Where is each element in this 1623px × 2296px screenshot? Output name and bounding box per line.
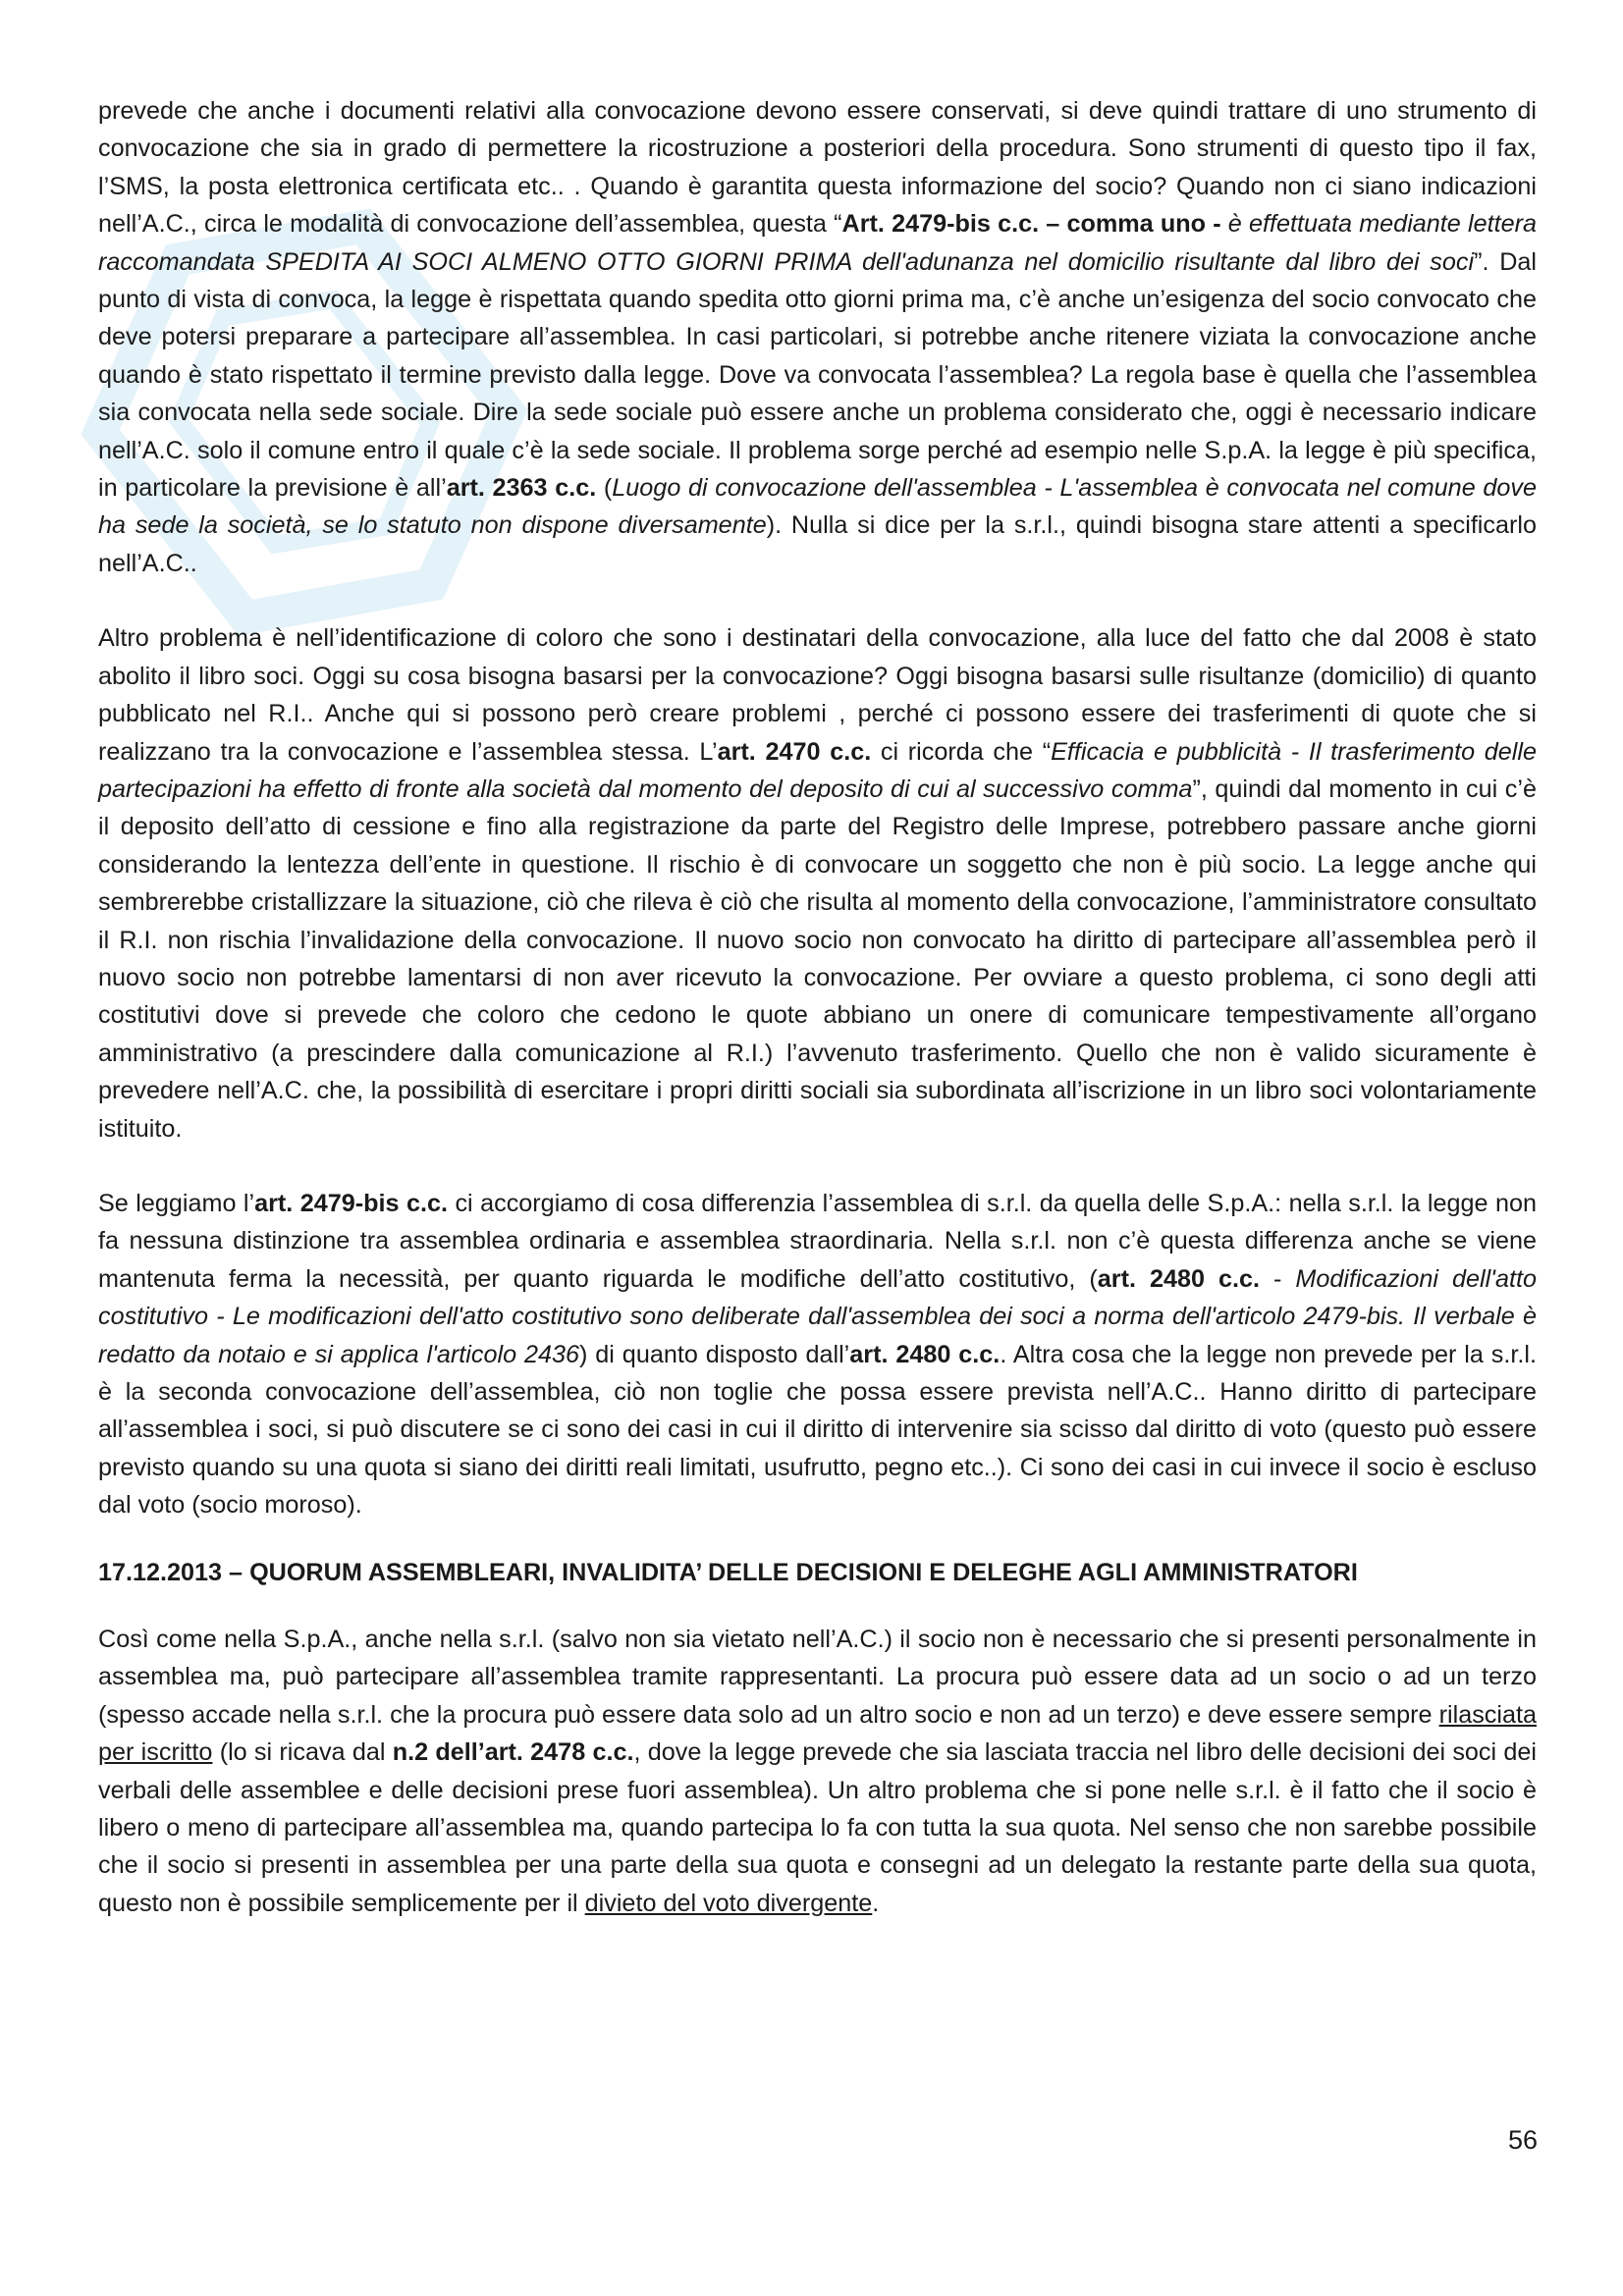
bold-run: art. 2363 c.c. xyxy=(446,474,597,503)
underlined-run: divieto del voto divergente xyxy=(584,1889,873,1917)
section-heading: 17.12.2013 – QUORUM ASSEMBLEARI, INVALIDITA’ DELLE DECISIONI E DELEGHE AGLI AMMINISTRATORI xyxy=(98,1558,1358,1586)
italic-run: Luogo di convocazione dell'assemblea - L'assemblea è convocata nel comune dove ha sede la società, se lo statuto non dispone diversamente xyxy=(98,474,1537,540)
paragraph-gap xyxy=(98,582,1537,619)
text-run: ). Nulla si dice per la s.r.l., quindi bisogna stare attenti a specificarlo nell’A.C.. xyxy=(98,511,1538,577)
text-run: ”. Dal punto di vista di convoca, la legge è rispettata quando spedita otto giorni prima ma, c’è anche un’esigenza del socio convocato che deve potersi preparare a partecipare all’assemblea. In casi particolari, si potrebbe anche ritenere viziata la convocazione anche quando è stato rispettato il termine previsto dalla legge. Dove va convocata l’assemblea? La regola base è quella che l’assemblea sia convocata nella sede sociale. Dire la sede sociale può essere anche un problema considerato che, oggi è necessario indicare nell’A.C. solo il comune entro il quale c’è la sede sociale. Il problema sorge perché ad esempio nelle S.p.A. la legge è più specifica, in particolare la previsione è all’ xyxy=(98,247,1538,503)
bold-run: Art. 2479-bis c.c. – comma uno - xyxy=(841,210,1221,239)
text-run: , dove la legge prevede che sia lasciata traccia nel libro delle decisioni dei soci dei verbali delle assemblee e delle decisioni prese fuori assemblea). Un altro problema che si pone nelle s.r.l. è il fatto che il socio è libero o meno di partecipare all’assemblea ma, quando partecipa lo fa con tutta la sua quota. Nel senso che non sarebbe possibile che il socio si presenti in assemblea per una parte della sua quota e consegni ad un delegato la restante parte della sua quota, questo non è possibile semplicemente per il xyxy=(98,1738,1537,1917)
page-number: 56 xyxy=(1507,2125,1538,2155)
paragraph-gap xyxy=(98,1524,1537,1554)
text-run: ( xyxy=(596,474,613,503)
text-run: ”, quindi dal momento in cui c’è il deposito dell’atto di cessione e fino alla registrazione da parte del Registro delle Imprese, potrebbero passare anche giorni considerando la lentezza dell’ente in questione. Il rischio è di convocare un soggetto che non è più socio. La legge anche qui sembrerebbe cristallizzare la situazione, ciò che rileva è ciò che risulta al momento della convocazione, l’amministratore consultato il R.I. non rischia l’invalidazione della convocazione. Il nuovo socio non convocato ha diritto di partecipare all’assemblea però il nuovo socio non potrebbe lamentarsi di non aver ricevuto la convocazione. Per ovviare a questo problema, ci sono degli atti costitutivi dove si prevede che coloro che cedono le quote abbiano un onere di comunicare tempestivamente all’organo amministrativo (a prescindere dalla comunicazione al R.I.) l’avvenuto trasferimento. Quello che non è valido sicuramente è prevedere nell’A.C. che, la possibilità di esercitare i propri diritti sociali sia subordinata all’iscrizione in un libro soci volontariamente istituito. xyxy=(98,774,1537,1143)
paragraph-1 xyxy=(98,92,1537,582)
document-page xyxy=(98,92,1537,1922)
text-run: Se leggiamo l’ xyxy=(98,1189,255,1217)
text-run: Altro problema è nell’identificazione di coloro che sono i destinatari della convocazione, alla luce del fatto che dal 2008 è stato abolito il libro soci. Oggi su cosa bisogna basarsi per la convocazione? Oggi bisogna basarsi sulle risultanze (domicilio) di quanto pubblicato nel R.I.. Anche qui si possono però creare problemi , perché ci possono essere dei trasferimenti di quote che si realizzano tra la convocazione e l’assemblea stessa. L’ xyxy=(98,624,1537,766)
text-run: ci accorgiamo di cosa differenzia l’assemblea di s.r.l. da quella delle S.p.A.: nella s.r.l. la legge non fa nessuna distinzione tra assemblea ordinaria e assemblea straordinaria. Nella s.r.l. non c’è questa differenza anche se viene mantenuta ferma la necessità, per quanto riguarda le modifiche dell’atto costitutivo, ( xyxy=(98,1189,1537,1293)
text-run: (lo si ricava dal xyxy=(212,1738,393,1767)
paragraph-2 xyxy=(98,619,1537,1148)
italic-run: è effettuata mediante lettera raccomandata SPEDITA AI SOCI ALMENO OTTO GIORNI PRIMA dell'adunanza nel domicilio risultante dal libro dei soci xyxy=(98,210,1537,276)
paragraph-gap xyxy=(98,1148,1537,1185)
text-run: ci ricorda che “ xyxy=(871,737,1052,766)
paragraph-gap xyxy=(98,1591,1537,1621)
text-run: prevede che anche i documenti relativi alla convocazione devono essere conservati, si deve quindi trattare di uno strumento di convocazione che sia in grado di permettere la ricostruzione a posteriori della procedura. Sono strumenti di questo tipo il fax, l’SMS, la posta elettronica certificata etc.. . Quando è garantita questa informazione del socio? Quando non ci siano indicazioni nell’A.C., circa le modalità di convocazione dell’assemblea, questa “ xyxy=(98,97,1537,239)
bold-run: n.2 dell’art. 2478 c.c. xyxy=(392,1738,634,1767)
text-run: Così come nella S.p.A., anche nella s.r.l. (salvo non sia vietato nell’A.C.) il socio non è necessario che si presenti personalmente in assemblea ma, può partecipare all’assemblea tramite rappresentanti. La procura può essere data ad un socio o ad un terzo (spesso accade nella s.r.l. che la procura può essere data solo ad un altro socio e non ad un terzo) e deve essere sempre xyxy=(98,1626,1537,1729)
paragraph-4 xyxy=(98,1621,1537,1922)
bold-run: art. 2480 c.c. xyxy=(1097,1264,1261,1293)
text-run: ) di quanto disposto dall’ xyxy=(579,1340,850,1368)
italic-run: Modificazioni dell'atto costitutivo - Le modificazioni dell'atto costitutivo sono deliberate dall'assemblea dei soci a norma dell'articolo 2479-bis. Il verbale è redatto da notaio e si applica l'articolo 2436 xyxy=(98,1264,1538,1368)
bold-run: art. 2480 c.c. xyxy=(849,1340,1001,1368)
underlined-run: rilasciata per iscritto xyxy=(98,1700,1537,1767)
bold-run: art. 2470 c.c. xyxy=(717,737,872,766)
italic-run: Efficacia e pubblicità - Il trasferimento delle partecipazioni ha effetto di fronte alla società dal momento del deposito di cui al successivo comma xyxy=(98,737,1537,803)
paragraph-3 xyxy=(98,1185,1537,1524)
bold-run: art. 2479-bis c.c. xyxy=(254,1189,449,1217)
text-run: . xyxy=(872,1889,880,1917)
text-run xyxy=(1221,210,1228,238)
text-run: - xyxy=(1260,1264,1296,1293)
text-run: . Altra cosa che la legge non prevede per la s.r.l. è la seconda convocazione dell’assemblea, ciò non toglie che possa essere prevista nell’A.C.. Hanno diritto di partecipare all’assemblea i soci, si può discutere se ci sono dei casi in cui il diritto di intervenire sia scisso dal diritto di voto (questo può essere previsto quando su una quota si siano dei diritti reali limitati, usufrutto, pegno etc..). Ci sono dei casi in cui invece il socio è escluso dal voto (socio moroso). xyxy=(98,1340,1537,1520)
